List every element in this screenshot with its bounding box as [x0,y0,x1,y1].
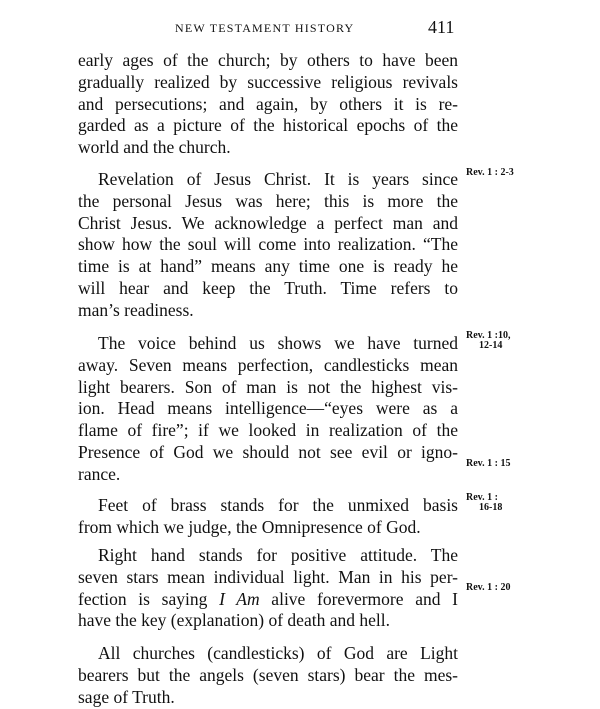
paragraph [78,169,458,322]
text-line: man’s readiness. [78,299,194,320]
text-line: sage of Truth. [78,686,175,707]
note-line: Rev. 1 :10, [466,330,511,341]
text-line: Presence of God we should not see evil or igno- [78,441,458,462]
text-line: from which we judge, the Omnipresence of God. [78,516,421,537]
text-line: flame of fire”; if we looked in realization of the [78,420,458,441]
text-line: bearers but the angels (seven stars) bear the mes- [78,664,458,685]
paragraph [78,333,458,486]
margin-note [466,331,510,351]
margin-note [466,168,514,178]
emphasis: I Am [219,588,260,609]
text-line: have the key (explanation) of death and hell. [78,610,390,631]
text-line: Revelation of Jesus Christ. It is years since [98,169,458,189]
text-line: world and the church. [78,137,231,158]
running-header: NEW TESTAMENT HISTORY [175,21,355,35]
text-line: garded as a picture of the historical epochs of the [78,115,458,136]
note-line: Rev. 1 : 20 [466,582,511,593]
text-line: light bearers. Son of man is not the highest vis- [78,376,458,397]
text-line: show how the soul will come into realization. “The [78,234,458,255]
text-line: The voice behind us shows we have turned [98,333,458,353]
margin-note [466,459,510,469]
note-line: 16-18 [479,502,503,513]
margin-note [466,583,510,593]
text-line: All churches (candlesticks) of God are Light [98,643,458,663]
note-line: Rev. 1 : 15 [466,458,511,469]
text-line: rance. [78,463,121,484]
text-line: Christ Jesus. We acknowledge a perfect man and [78,212,458,233]
text-line: ion. Head means intelligence—“eyes were as a [78,398,458,419]
text-line: fection is saying I Am alive forevermore and I [78,588,458,609]
text-line: early ages of the church; by others to have been [78,50,458,70]
text-line: and persecutions; and again, by others it is re- [78,93,458,114]
text-line: time is at hand” means any time one is ready he [78,256,458,277]
paragraph [78,643,458,708]
paragraph [78,545,458,632]
paragraph [78,495,458,539]
note-line: 12-14 [479,340,503,351]
margin-note [466,493,502,513]
text-line: Right hand stands for positive attitude. The [98,545,458,565]
text-line: away. Seven means perfection, candlesticks mean [78,354,458,375]
note-line: Rev. 1 : [466,492,498,503]
text-line: seven stars mean individual light. Man in his per- [78,566,458,587]
page-number: 411 [428,17,455,37]
text-line: will hear and keep the Truth. Time refers to [78,277,458,298]
note-line: Rev. 1 : 2-3 [466,167,514,178]
paragraph [78,50,458,159]
text-line: Feet of brass stands for the unmixed basis [98,495,458,515]
text-line: the personal Jesus was here; this is more the [78,190,458,211]
text-line: gradually realized by successive religious revivals [78,71,458,92]
